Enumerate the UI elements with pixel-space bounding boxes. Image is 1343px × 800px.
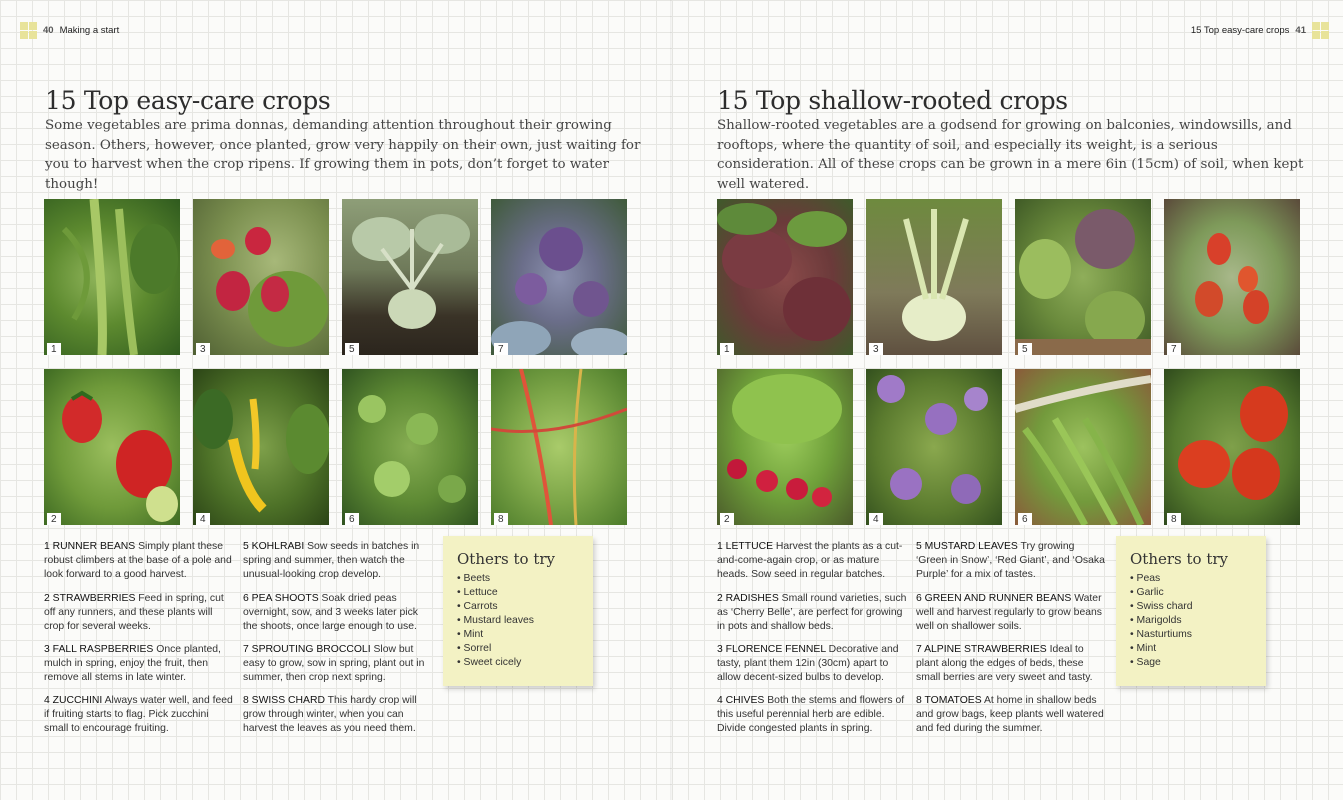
photo-number: 7 [1167,343,1181,355]
photo-kohlrabi [342,199,478,355]
list-item: • Sage [1130,656,1252,670]
photo-number: 4 [196,513,210,525]
left-intro: Some vegetables are prima donnas, demanding attention throughout their growing season. Others, however, once planted, grow very happily on their own, just waiting for you to harvest when the crop ripens. If growing them in pots, don’t forget to water though! [45,118,641,192]
swiss-chard-image [491,369,627,525]
list-item: • Marigolds [1130,614,1252,628]
item-florence-fennel: 3 FLORENCE FENNEL Decorative and tasty, plant them 12in (30cm) apart to allow decent-sized bulbs to develop. [717,644,899,683]
alpine-strawberries-image [1164,199,1300,355]
photo-zucchini [193,369,329,525]
photo-number: 2 [720,513,734,525]
item-swiss-chard: 8 SWISS CHARD This hardy crop will grow through winter, when you can harvest the leaves as you need them. [243,695,417,734]
photo-alpine-strawberries [1164,199,1300,355]
photo-number: 2 [47,513,61,525]
list-item: • Nasturtiums [1130,628,1252,642]
list-item: • Mint [1130,642,1252,656]
left-others-box [443,536,593,686]
photo-number: 7 [494,343,508,355]
list-item: • Sweet cicely [457,656,579,670]
item-green-runner-beans: 6 GREEN AND RUNNER BEANS Water well and harvest regularly to grow beans well on shallower soils. [916,593,1102,632]
photo-radishes [717,369,853,525]
strawberries-image [44,369,180,525]
photo-mustard-leaves [1015,199,1151,355]
photo-number: 8 [494,513,508,525]
photo-swiss-chard [491,369,627,525]
list-item: • Garlic [1130,586,1252,600]
photo-number: 4 [869,513,883,525]
list-item: • Mustard leaves [457,614,579,628]
grid-square-icon [1312,22,1329,39]
photo-number: 6 [1018,513,1032,525]
pea-shoots-image [342,369,478,525]
others-list [1130,572,1252,670]
fennel-image [866,199,1002,355]
chives-image [866,369,1002,525]
mustard-leaves-image [1015,199,1151,355]
left-page [0,0,671,800]
photo-pea-shoots [342,369,478,525]
item-strawberries: 2 STRAWBERRIES Feed in spring, cut off any runners, and these plants will crop for several weeks. [44,593,224,632]
left-folio [20,22,119,39]
item-sprouting-broccoli: 7 SPROUTING BROCCOLI Slow but easy to grow, sow in spring, plant out in summer, then crop next spring. [243,644,425,683]
photo-number: 5 [345,343,359,355]
tomatoes-image [1164,369,1300,525]
list-item: • Sorrel [457,642,579,656]
right-running-head: 15 Top easy-care crops [1190,25,1290,36]
right-title: 15 Top shallow-rooted crops [717,86,1068,115]
right-intro: Shallow-rooted vegetables are a godsend for growing on balconies, windowsills, and rooftops, where the quantity of soil, and especially its weight, is a serious consideration. All of these crops can be grown in a mere 6in (15cm) of soil, when kept well watered. [717,118,1304,192]
kohlrabi-image [342,199,478,355]
item-pea-shoots: 6 PEA SHOOTS Soak dried peas overnight, sow, and 3 weeks later pick the shoots, once large enough to use. [243,593,419,632]
others-title: Others to try [457,550,555,568]
others-title: Others to try [1130,550,1228,568]
photo-raspberries [193,199,329,355]
left-title: 15 Top easy-care crops [45,86,331,115]
item-radishes: 2 RADISHES Small round varieties, such as ‘Cherry Belle’, are perfect for growing in pots and shallow beds. [717,593,907,632]
item-runner-beans: 1 RUNNER BEANS Simply plant these robust climbers at the base of a pole and look forward to a good harvest. [44,541,232,580]
item-zucchini: 4 ZUCCHINI Always water well, and feed if fruiting starts to flag. Pick zucchini small to encourage fruiting. [44,695,233,734]
list-item: • Mint [457,628,579,642]
photo-number: 1 [720,343,734,355]
sprouting-broccoli-image [491,199,627,355]
item-tomatoes: 8 TOMATOES At home in shallow beds and grow bags, keep plants well watered and fed during the summer. [916,695,1104,734]
zucchini-image [193,369,329,525]
item-fall-raspberries: 3 FALL RASPBERRIES Once planted, mulch in spring, enjoy the fruit, then remove all stems in late winter. [44,644,221,683]
photo-florence-fennel [866,199,1002,355]
photo-lettuce [717,199,853,355]
photo-tomatoes [1164,369,1300,525]
raspberries-image [193,199,329,355]
item-mustard-leaves: 5 MUSTARD LEAVES Try growing ‘Green in Snow’, ‘Red Giant’, and ‘Osaka Purple’ for a mix of tastes. [916,541,1105,580]
photo-strawberries [44,369,180,525]
grid-square-icon [20,22,37,39]
photo-green-runner-beans [1015,369,1151,525]
photo-number: 5 [1018,343,1032,355]
list-item: • Swiss chard [1130,600,1252,614]
item-lettuce: 1 LETTUCE Harvest the plants as a cut-and-come-again crop, or as mature heads. Sow seed in regular batches. [717,541,903,580]
item-kohlrabi: 5 KOHLRABI Sow seeds in batches in spring and summer, then watch the unusual-looking crop develop. [243,541,420,580]
green-beans-image [1015,369,1151,525]
item-alpine-strawberries: 7 ALPINE STRAWBERRIES Ideal to plant along the edges of beds, these small berries are very sweet and tasty. [916,644,1093,683]
photo-sprouting-broccoli [491,199,627,355]
left-running-head: Making a start [59,25,120,36]
list-item: • Lettuce [457,586,579,600]
right-page-number: 41 [1295,25,1306,36]
photo-number: 6 [345,513,359,525]
right-folio [1191,22,1329,39]
list-item: • Peas [1130,572,1252,586]
lettuce-image [717,199,853,355]
photo-runner-beans [44,199,180,355]
photo-number: 8 [1167,513,1181,525]
right-page [672,0,1343,800]
list-item: • Carrots [457,600,579,614]
photo-chives [866,369,1002,525]
radishes-image [717,369,853,525]
item-chives: 4 CHIVES Both the stems and flowers of this useful perennial herb are edible. Divide congested plants in spring. [717,695,905,734]
runner-beans-image [44,199,180,355]
photo-number: 3 [196,343,210,355]
left-page-number: 40 [43,25,54,36]
photo-number: 1 [47,343,61,355]
list-item: • Beets [457,572,579,586]
others-list [457,572,579,670]
right-others-box [1116,536,1266,686]
photo-number: 3 [869,343,883,355]
